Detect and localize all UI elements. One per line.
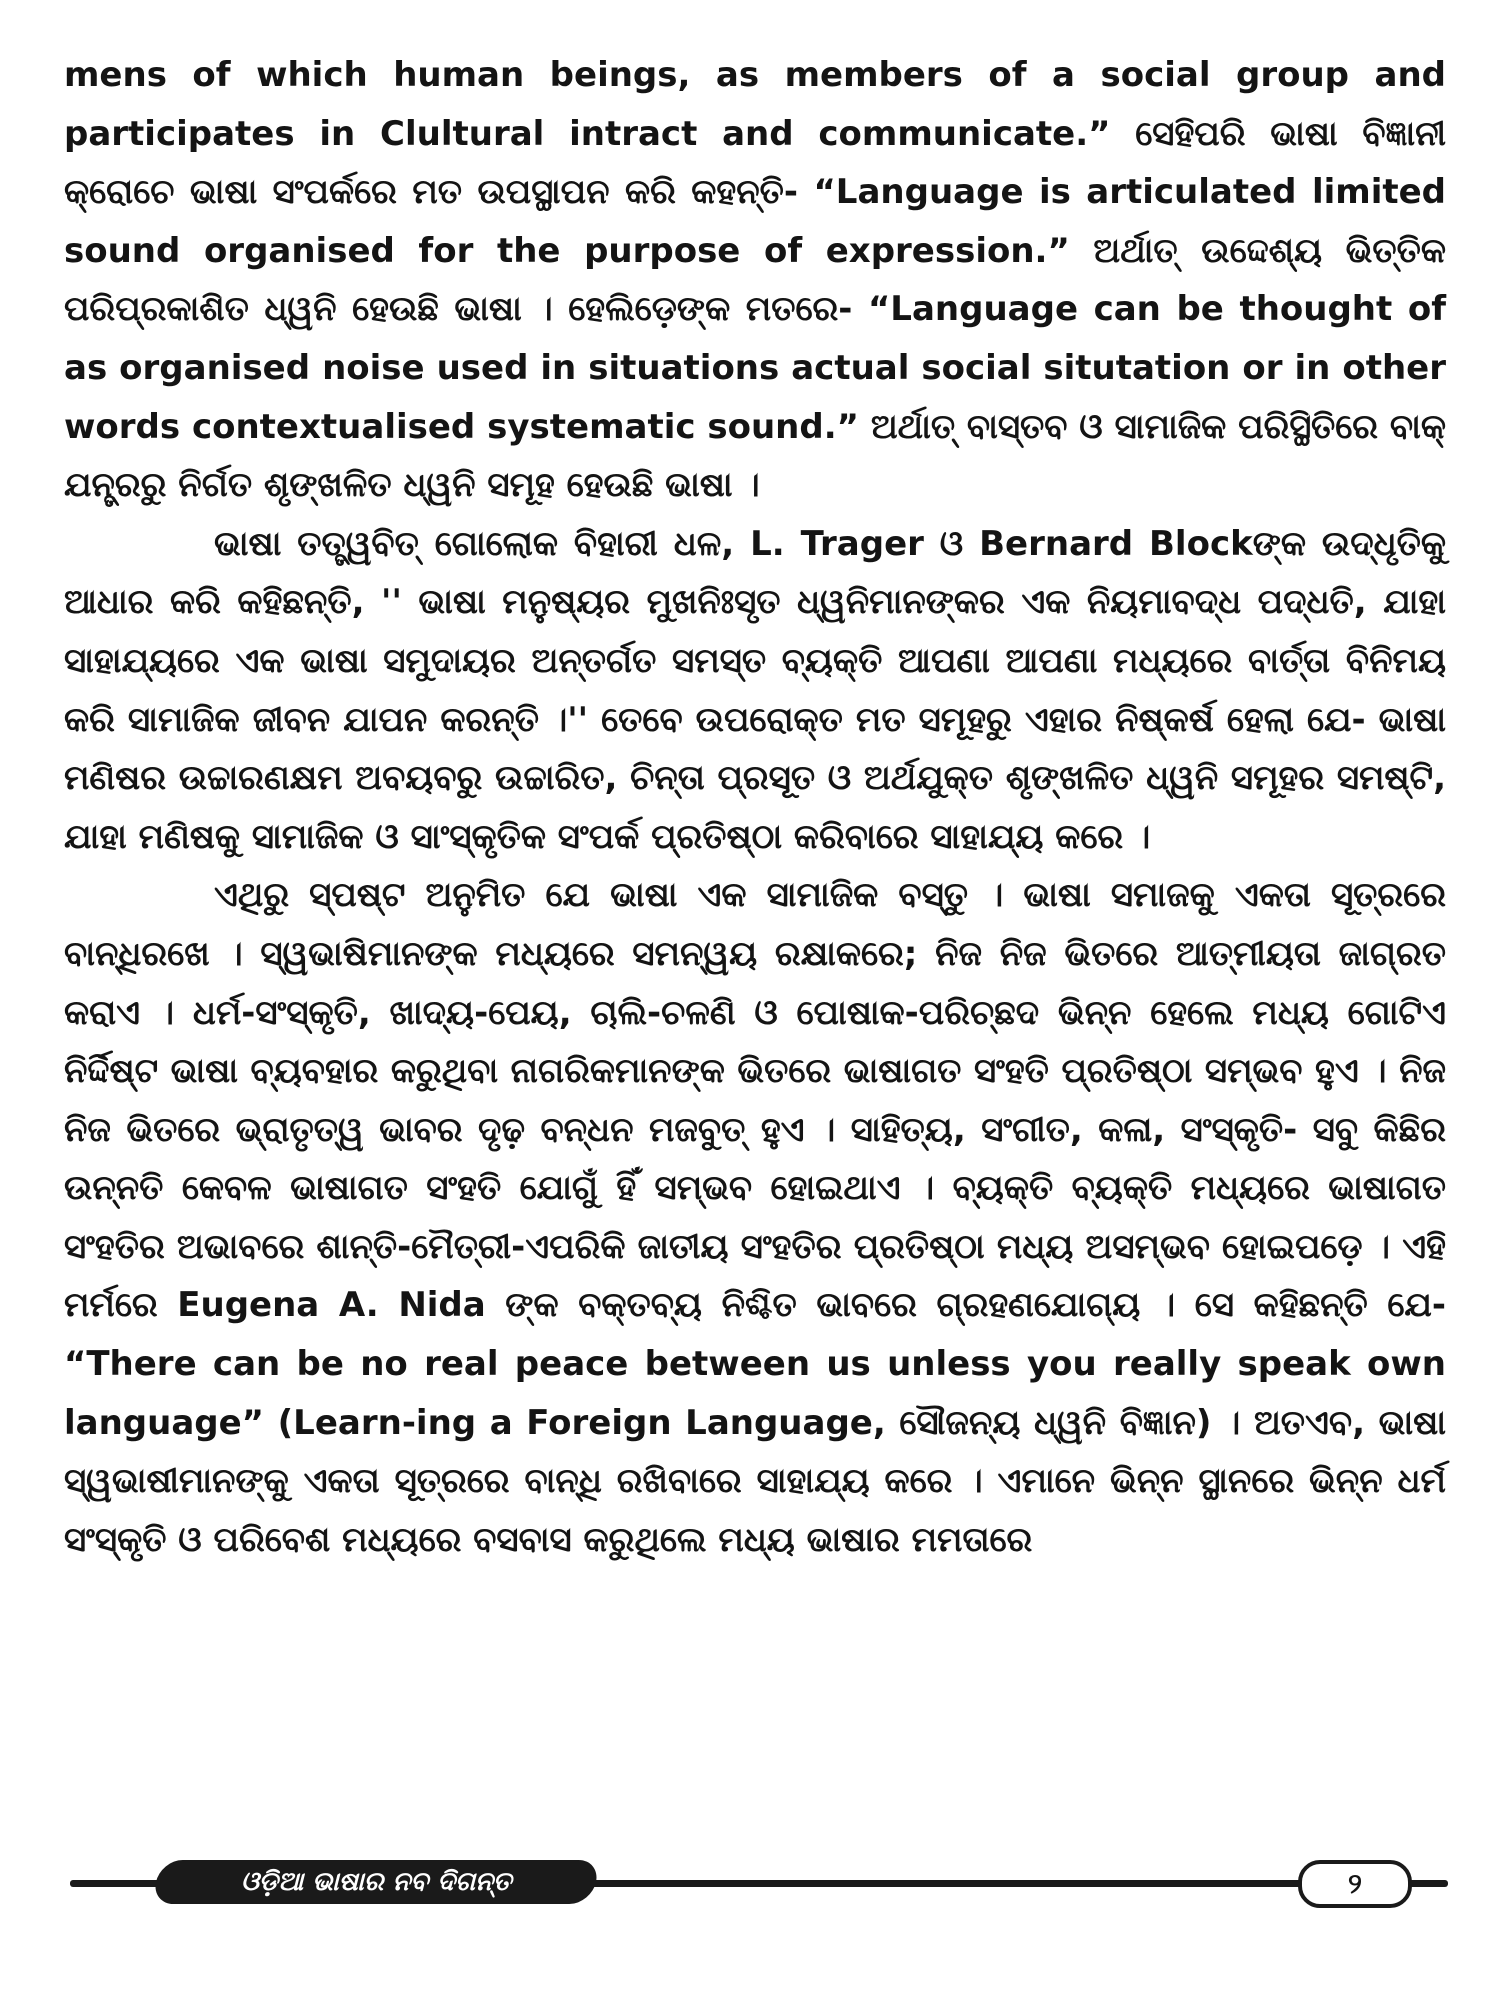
author-name-golok-bihari-dhal: ଗୋଲୋକ ବିହାରୀ ଧଳ, xyxy=(434,523,735,564)
author-name-halliday: ହେଲିଡ଼େଙ୍କ xyxy=(568,289,731,330)
page-footer xyxy=(70,1860,1448,1906)
paragraph-2 xyxy=(64,515,1446,867)
book-title: ଓଡ଼ିଆ ଭାଷାର ନବ ଦିଗନ୍ତ xyxy=(240,1866,512,1897)
page-number: ୨ xyxy=(1298,1860,1412,1908)
footer-title-banner xyxy=(151,1860,600,1904)
paragraph-3 xyxy=(64,866,1446,1569)
document-body xyxy=(64,46,1446,1569)
paragraph-1-text: mens of which human beings, as members of a social group and participates in Clultural intract and communicate.” ସେହିପରି ଭାଷା ବିଜ୍ଞାନୀ xyxy=(64,55,1446,154)
paragraph-2-text: ଭାଷା ତତ୍ତ୍ୱବିତ୍ xyxy=(214,523,435,564)
paragraph-1-text: ଭାଷା ସଂପର୍କରେ ମତ ଉପସ୍ଥାପନ କରି କହନ୍ତି- “Language is articulated limited sound organised for the purpose of expression.” ଅର୍ଥାତ୍ ଉଦ୍ଦେଶ୍ୟ ଭିତ୍ତିକ ପରିପ୍ରକାଶିତ ଧ୍ୱନି ହେଉଛି ଭାଷା । xyxy=(64,172,1446,330)
author-name-croce: କ୍ରୋଚେ xyxy=(64,172,175,213)
paragraph-1-text: ମତରେ- “Language can be thought of as organised noise used in situations actual social situtation or in other words contextualised systematic sound.” ଅର୍ଥାତ୍ ବାସ୍ତବ ଓ ସାମାଜିକ ପରିସ୍ଥିତିରେ ବାକ୍ ଯନ୍ତ୍ରରୁ ନିର୍ଗତ ଶୃଙ୍ଖଳିତ ଧ୍ୱନି ସମୂହ ହେଉଛି ଭାଷା । xyxy=(64,289,1447,506)
paragraph-3-text: ଏଥିରୁ ସ୍ପଷ୍ଟ ଅନୁମିତ ଯେ ଭାଷା ଏକ ସାମାଜିକ ବସ୍ତୁ । ଭାଷା ସମାଜକୁ ଏକତା ସୂତ୍ରରେ ବାନ୍ଧିରଖେ । ସ୍ୱଭାଷିମାନଙ୍କ ମଧ୍ୟରେ ସମନ୍ୱୟ ରକ୍ଷାକରେ; ନିଜ ନିଜ ଭିତରେ ଆତ୍ମୀୟତା ଜାଗ୍ରତ କରାଏ । ଧର୍ମ-ସଂସ୍କୃତି, ଖାଦ୍ୟ-ପେୟ, ଚାଲି-ଚଳଣି ଓ ପୋଷାକ-ପରିଚ୍ଛଦ ଭିନ୍ନ ହେଲେ ମଧ୍ୟ ଗୋଟିଏ ନିର୍ଦ୍ଦିଷ୍ଟ ଭାଷା ବ୍ୟବହାର କରୁଥିବା ନାଗରିକମାନଙ୍କ ଭିତରେ ଭାଷାଗତ ସଂହତି ପ୍ରତିଷ୍ଠା ସମ୍ଭବ ହୁଏ । ନିଜ ନିଜ ଭିତରେ ଭ୍ରାତୃତ୍ୱ ଭାବର ଦୃଢ଼ ବନ୍ଧନ ମଜବୁତ୍ ହୁଏ । ସାହିତ୍ୟ, ସଂଗୀତ, କଳା, ସଂସ୍କୃତି- ସବୁ କିଛିର ଉନ୍ନତି କେବଳ ଭାଷାଗତ ସଂହତି ଯୋଗୁଁ ହିଁ ସମ୍ଭବ ହୋଇଥାଏ । ବ୍ୟକ୍ତି ବ୍ୟକ୍ତି ମଧ୍ୟରେ ଭାଷାଗତ ସଂହତିର ଅଭାବରେ ଶାନ୍ତି-ମୈତ୍ରୀ-ଏପରିକି ଜାତୀୟ ସଂହତିର ପ୍ରତିଷ୍ଠା ମଧ୍ୟ ଅସମ୍ଭବ ହୋଇପଡ଼େ । ଏହି ମର୍ମରେ Eugena A. Nida ଙ୍କ ବକ୍ତବ୍ୟ ନିଶ୍ଚିତ ଭାବରେ ଗ୍ରହଣଯୋଗ୍ୟ । ସେ କହିଛନ୍ତି ଯେ- “There can be no real peace between us unless you really speak own language” (Learn-ing a Foreign Language, ସୌଜନ୍ୟ ଧ୍ୱନି ବିଜ୍ଞାନ) । ଅତଏବ, ଭାଷା ସ୍ୱଭାଷୀମାନଙ୍କୁ ଏକତା ସୂତ୍ରରେ ବାନ୍ଧି ରଖିବାରେ ସାହାଯ୍ୟ କରେ । ଏମାନେ ଭିନ୍ନ ସ୍ଥାନରେ ଭିନ୍ନ ଧର୍ମ ସଂସ୍କୃତି ଓ ପରିବେଶ ମଧ୍ୟରେ ବସବାସ କରୁଥିଲେ ମଧ୍ୟ ଭାଷାର ମମତାରେ xyxy=(64,875,1446,1560)
paragraph-2-text: L. Trager ଓ Bernard Blockଙ୍କ ଉଦ୍ଧୃତିକୁ ଆଧାର କରି କହିଛନ୍ତି, '' ଭାଷା ମନୁଷ୍ୟର ମୁଖନିଃସୃତ ଧ୍ୱନିମାନଙ୍କର ଏକ ନିୟମାବଦ୍ଧ ପଦ୍ଧତି, ଯାହା ସାହାଯ୍ୟରେ ଏକ ଭାଷା ସମୁଦାୟର ଅନ୍ତର୍ଗତ ସମସ୍ତ ବ୍ୟକ୍ତି ଆପଣା ଆପଣା ମଧ୍ୟରେ ବାର୍ତ୍ତା ବିନିମୟ କରି ସାମାଜିକ ଜୀବନ ଯାପନ କରନ୍ତି ।'' ତେବେ ଉପରୋକ୍ତ ମତ ସମୂହରୁ ଏହାର ନିଷ୍କର୍ଷ ହେଲା ଯେ- ଭାଷା ମଣିଷର ଉଚ୍ଚାରଣକ୍ଷମ ଅବୟବରୁ ଉଚ୍ଚାରିତ, ଚିନ୍ତା ପ୍ରସୂତ ଓ ଅର୍ଥଯୁକ୍ତ ଶୃଙ୍ଖଳିତ ଧ୍ୱନି ସମୂହର ସମଷ୍ଟି, ଯାହା ମଣିଷକୁ ସାମାଜିକ ଓ ସାଂସ୍କୃତିକ ସଂପର୍କ ପ୍ରତିଷ୍ଠା କରିବାରେ ସାହାଯ୍ୟ କରେ । xyxy=(64,523,1446,857)
paragraph-1 xyxy=(64,46,1446,515)
